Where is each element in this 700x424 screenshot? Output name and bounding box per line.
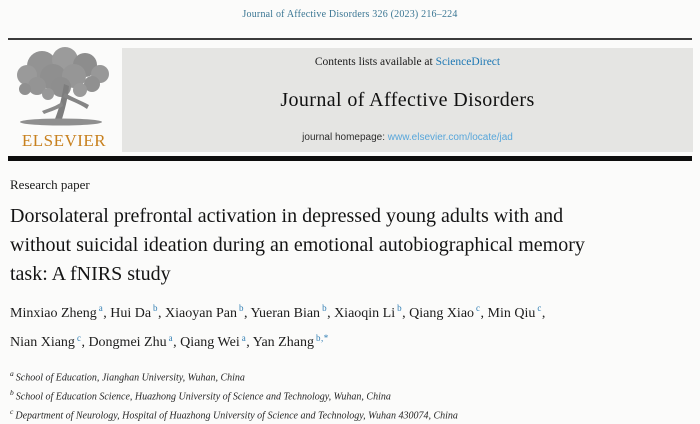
affiliation-superscript: c [10, 406, 14, 416]
author-name: Min Qiu [487, 305, 536, 321]
article-title [10, 202, 692, 289]
homepage-prefix-text: journal homepage: [302, 132, 388, 143]
author-name: Xiaoyan Pan [165, 305, 237, 321]
author-affiliation-superscript: b [153, 303, 159, 313]
top-divider [8, 38, 692, 40]
author-affiliation-superscript: c [476, 303, 481, 313]
author-affiliation-superscript: b [238, 303, 244, 313]
author [10, 332, 89, 351]
journal-homepage-link[interactable]: www.elsevier.com/locate/jad [387, 132, 513, 143]
author-name: Nian Xiang [10, 335, 75, 351]
author-name: Yan Zhang [252, 335, 314, 351]
article-title-line: without suicidal ideation during an emotional autobiographical memory [10, 234, 585, 256]
affiliation-superscript: a [10, 369, 14, 379]
author [110, 303, 166, 321]
elsevier-logo [8, 46, 120, 154]
author-affiliation-superscript: a [241, 332, 247, 343]
author-line-1 [10, 296, 692, 326]
article-type-label: Research paper [10, 177, 90, 192]
author-affiliation-superscript: b [397, 303, 403, 313]
author-separator: , [81, 335, 89, 351]
author-separator: , [541, 305, 546, 321]
author [334, 303, 410, 321]
author-separator: , [243, 305, 251, 321]
author-separator: , [173, 335, 181, 351]
author [487, 303, 546, 321]
article-front-matter [10, 177, 692, 424]
author [180, 332, 253, 351]
contents-prefix-text: Contents lists available at [314, 56, 436, 68]
author-separator: , [480, 305, 488, 321]
sciencedirect-banner [122, 48, 693, 152]
homepage-line [302, 132, 513, 143]
journal-title: Journal of Affective Disorders [280, 88, 535, 111]
author-separator: , [103, 305, 111, 321]
elsevier-wordmark: ELSEVIER [21, 131, 107, 150]
contents-line [315, 56, 500, 68]
article-title-line: task: A fNIRS study [10, 263, 171, 285]
affiliation-text: Department of Neurology, Hospital of Huazhong University of Science and Technology, Wuhan 430074, China [15, 410, 458, 422]
author [165, 303, 251, 321]
author-affiliation-superscript: a [168, 332, 174, 343]
author [252, 332, 329, 351]
author-name: Minxiao Zheng [10, 305, 97, 321]
affiliation-text: School of Education, Jianghan University, Wuhan, China [15, 372, 245, 384]
author-name: Dongmei Zhu [88, 335, 167, 351]
header-bottom-bar [8, 156, 692, 161]
author-affiliation-superscript: b [322, 303, 328, 313]
author-separator: , [246, 335, 253, 351]
author-name: Qiang Wei [180, 335, 240, 351]
author [88, 332, 181, 351]
affiliation-superscript: b [10, 388, 14, 398]
author-name: Xiaoqin Li [334, 305, 396, 321]
author [10, 303, 111, 321]
author [250, 303, 335, 321]
author-separator: , [327, 305, 335, 321]
affiliation-item [10, 386, 692, 405]
author-name: Yueran Bian [250, 305, 321, 321]
author-separator: , [158, 305, 166, 321]
article-title-line: Dorsolateral prefrontal activation in depressed young adults with and [10, 205, 564, 227]
author-list [10, 296, 692, 355]
affiliation-list [10, 367, 692, 423]
sciencedirect-link[interactable]: ScienceDirect [435, 56, 501, 68]
affiliation-item [10, 405, 692, 424]
elsevier-tree-icon [12, 46, 116, 130]
author [409, 303, 488, 321]
author-affiliation-superscript: c [76, 332, 82, 343]
author-separator: , [402, 305, 410, 321]
affiliation-text: School of Education Science, Huazhong University of Science and Technology, Wuhan, China [15, 391, 391, 403]
author-name: Qiang Xiao [409, 305, 475, 321]
corresponding-author-superscript: b,* [315, 332, 329, 343]
affiliation-item [10, 367, 692, 386]
author-name: Hui Da [110, 305, 152, 321]
running-head-citation: Journal of Affective Disorders 326 (2023) 216–224 [242, 9, 458, 20]
author-affiliation-superscript: c [537, 303, 542, 313]
author-line-2 [10, 326, 692, 356]
author-affiliation-superscript: a [98, 303, 104, 313]
